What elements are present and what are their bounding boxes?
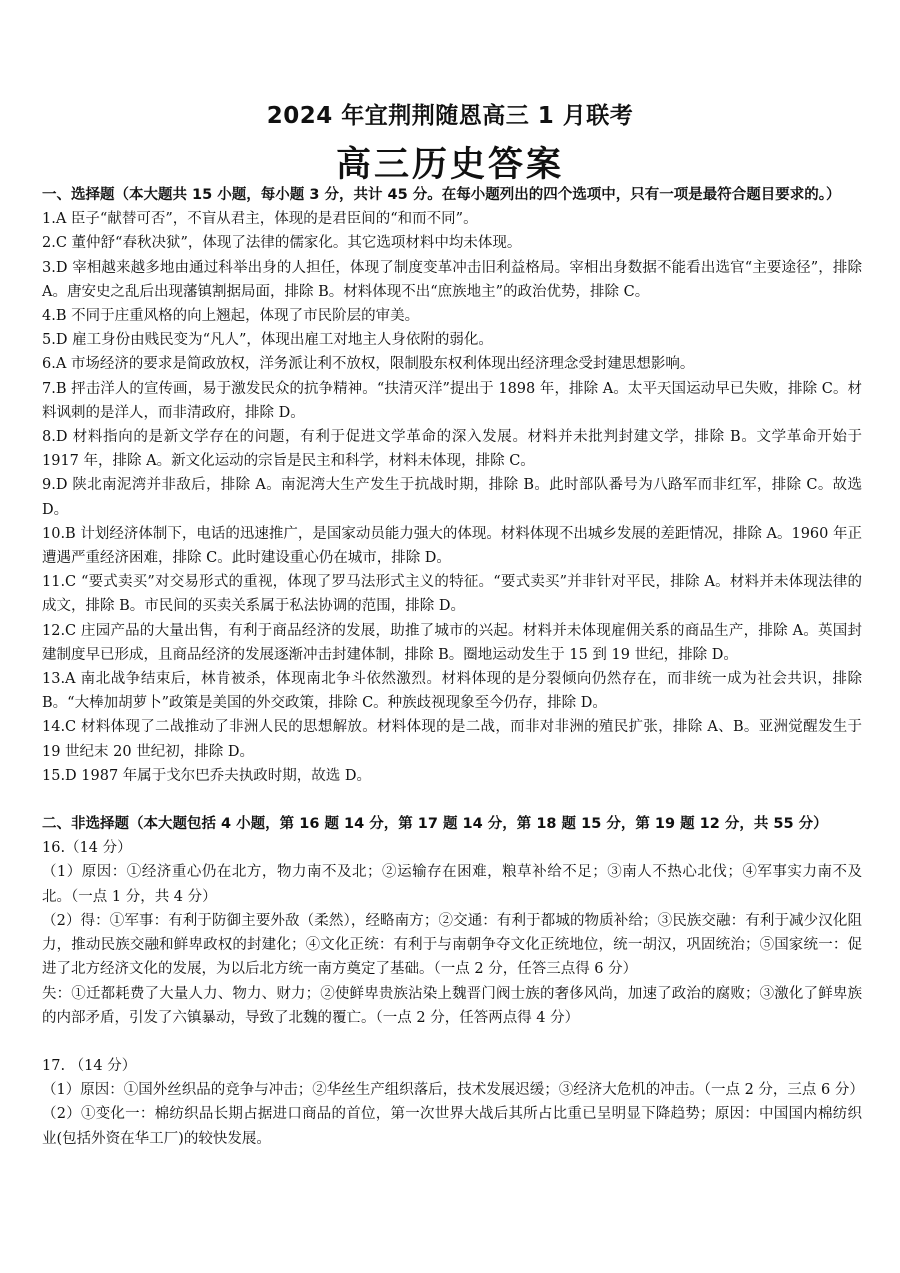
exam-title: 2024 年宜荆荆随恩高三 1 月联考 <box>266 103 634 129</box>
document-title: 高三历史答案 <box>335 145 564 185</box>
question-16-part-1: （1）原因：①经济重心仍在北方，物力南不及北；②运输存在困难，粮草补给不足；③南人不热心北伐；④军事实力南不及北。（一点 1 分，共 4 分） <box>42 864 862 905</box>
question-gap <box>42 1030 862 1054</box>
answer-item-9: 9.D 陕北南泥湾并非敌后，排除 A。南泥湾大生产发生于抗战时期，排除 B。此时部队番号为八路军而非红军，排除 C。故选 D。 <box>42 477 862 518</box>
answer-item-15: 15.D 1987 年属于戈尔巴乔夫执政时期，故选 D。 <box>42 767 372 784</box>
answer-item-4: 4.B 不同于庄重风格的向上翘起，体现了市民阶层的审美。 <box>42 308 420 325</box>
answer-item-3: 3.D 宰相越来越多地由通过科举出身的人担任，体现了制度变革冲击旧利益格局。宰相出身数据不能看出选官“主要途径”，排除 A。唐安史之乱后出现藩镇割据局面，排除 B。材料体现不出“庶族地主”的政治优势，排除 C。 <box>42 259 862 300</box>
question-17-part-2: （2）①变化一：棉纺织品长期占据进口商品的首位，第一次世界大战后其所占比重已呈明显下降趋势；原因：中国国内棉纺织业(包括外资在华工厂)的较快发展。 <box>42 1106 862 1147</box>
question-16-part-2-losses: 失：①迁都耗费了大量人力、物力、财力；②使鲜卑贵族沾染上魏晋门阀士族的奢侈风尚，加速了政治的腐败；③激化了鲜卑族的内部矛盾，引发了六镇暴动，导致了北魏的覆亡。（一点 2 分，任答两点得 4 分） <box>42 985 862 1026</box>
answer-item-8: 8.D 材料指向的是新文学存在的问题，有利于促进文学革命的深入发展。材料并未批判封建文学，排除 B。文学革命开始于 1917 年，排除 A。新文化运动的宗旨是民主和科学，材料未体现，排除 C。 <box>42 429 862 470</box>
section-gap <box>42 788 862 812</box>
question-16-part-2-gains: （2）得：①军事：有利于防御主要外敌（柔然），经略南方；②交通：有利于都城的物质补给；③民族交融：有利于减少汉化阻力，推动民族交融和鲜卑政权的封建化；④文化正统：有利于与南朝争夺文化正统地位，统一胡汉，巩固统治；⑤国家统一：促进了北方经济文化的发展，为以后北方统一南方奠定了基础。（一点 2 分，任答三点得 6 分） <box>42 912 862 978</box>
answer-item-14: 14.C 材料体现了二战推动了非洲人民的思想解放。材料体现的是二战，而非对非洲的殖民扩张，排除 A、B。亚洲觉醒发生于 19 世纪末 20 世纪初，排除 D。 <box>42 719 862 760</box>
answer-item-6: 6.A 市场经济的要求是简政放权，洋务派让利不放权，限制股东权利体现出经济理念受封建思想影响。 <box>42 356 695 373</box>
answer-item-1: 1.A 臣子“献替可否”，不盲从君主，体现的是君臣间的“和而不同”。 <box>42 211 478 228</box>
question-16-heading: 16.（14 分） <box>42 840 132 857</box>
answer-content <box>42 183 862 1151</box>
section-1-title: 一、选择题（本大题共 15 小题，每小题 3 分，共计 45 分。在每小题列出的四个选项中，只有一项是最符合题目要求的。） <box>42 187 841 203</box>
answer-item-2: 2.C 董仲舒“春秋决狱”，体现了法律的儒家化。其它选项材料中均未体现。 <box>42 235 522 252</box>
answer-item-10: 10.B 计划经济体制下，电话的迅速推广，是国家动员能力强大的体现。材料体现不出城乡发展的差距情况，排除 A。1960 年正遭遇严重经济困难，排除 C。此时建设重心仍在城市，排除 D。 <box>42 525 862 567</box>
answer-item-7: 7.B 抨击洋人的宣传画，易于激发民众的抗争精神。“扶清灭洋”提出于 1898 年，排除 A。太平天国运动早已失败，排除 C。材料讽刺的是洋人，而非清政府，排除 D。 <box>42 380 862 421</box>
question-17-heading: 17. （14 分） <box>42 1057 137 1074</box>
answer-item-13: 13.A 南北战争结束后，林肯被杀，体现南北争斗依然激烈。材料体现的是分裂倾向仍然存在，而非统一成为社会共识，排除 B。“大棒加胡萝卜”政策是美国的外交政策，排除 C。种族歧视现象至今仍存，排除 D。 <box>42 671 862 712</box>
answer-item-12: 12.C 庄园产品的大量出售，有利于商品经济的发展，助推了城市的兴起。材料并未体现雇佣关系的商品生产，排除 A。英国封建制度早已形成，且商品经济的发展逐渐冲击封建体制，排除 B。圈地运动发生于 15 到 19 世纪，排除 D。 <box>42 622 862 663</box>
section-2-title: 二、非选择题（本大题包括 4 小题，第 16 题 14 分，第 17 题 14 分，第 18 题 15 分，第 19 题 12 分，共 55 分） <box>42 816 828 833</box>
question-17-part-1: （1）原因：①国外丝织品的竞争与冲击；②华丝生产组织落后，技术发展迟缓；③经济大危机的冲击。（一点 2 分，三点 6 分） <box>42 1082 864 1099</box>
answer-item-11: 11.C “要式卖买”对交易形式的重视，体现了罗马法形式主义的特征。“要式卖买”并非针对平民，排除 A。材料并未体现法律的成文，排除 B。市民间的买卖关系属于私法协调的范围，排除 D。 <box>42 574 862 615</box>
answer-item-5: 5.D 雇工身份由贱民变为“凡人”，体现出雇工对地主人身依附的弱化。 <box>42 332 493 349</box>
